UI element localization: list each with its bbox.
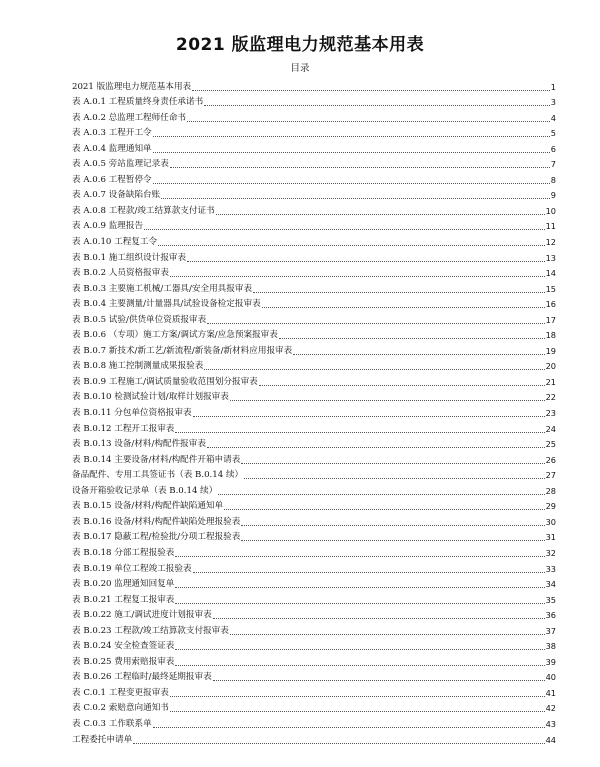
- toc-dot-leader: [161, 198, 550, 199]
- toc-entry-page-number: 42: [545, 703, 556, 714]
- toc-entry[interactable]: [72, 590, 556, 606]
- toc-dot-leader: [192, 90, 550, 91]
- toc-entry-page-number: 7: [550, 159, 556, 170]
- toc-entry-label: 表 A.0.10 工程复工令: [72, 237, 158, 248]
- toc-entry-page-number: 10: [545, 205, 556, 216]
- toc-entry-label: 表 B.0.4 主要测量/计量器具/试验设备检定报审表: [72, 299, 261, 310]
- toc-dot-leader: [204, 369, 544, 370]
- toc-entry[interactable]: [72, 528, 556, 544]
- toc-entry[interactable]: [72, 264, 556, 280]
- toc-entry-page-number: 41: [545, 687, 556, 698]
- toc-entry[interactable]: [72, 139, 556, 155]
- toc-entry-label: 表 B.0.7 新技术/新工艺/新流程/新装备/新材料应用报审表: [72, 345, 293, 356]
- toc-entry-page-number: 36: [545, 610, 556, 621]
- toc-entry-label: 表 B.0.19 单位工程竣工报验表: [72, 563, 192, 574]
- toc-entry-page-number: 20: [545, 361, 556, 372]
- toc-entry[interactable]: [72, 326, 556, 342]
- toc-dot-leader: [293, 354, 544, 355]
- toc-entry-page-number: 15: [545, 283, 556, 294]
- toc-entry-label: 表 B.0.8 施工控制测量成果报验表: [72, 361, 204, 372]
- toc-entry-label: 表 B.0.14 主要设备/材料/构配件开箱申请表: [72, 454, 241, 465]
- toc-dot-leader: [158, 245, 544, 246]
- toc-entry-label: 表 A.0.8 工程款/竣工结算款支付证书: [72, 205, 215, 216]
- toc-dot-leader: [218, 494, 544, 495]
- toc-entry-label: 表 B.0.24 安全检查签证表: [72, 641, 175, 652]
- toc-entry-label: 表 A.0.3 工程开工令: [72, 128, 152, 139]
- toc-entry-page-number: 34: [545, 579, 556, 590]
- toc-entry[interactable]: [72, 279, 556, 295]
- toc-dot-leader: [213, 680, 545, 681]
- toc-entry[interactable]: [72, 652, 556, 668]
- toc-entry-label: 表 C.0.2 索赔意向通知书: [72, 703, 169, 714]
- toc-dot-leader: [133, 743, 544, 744]
- toc-entry[interactable]: [72, 217, 556, 233]
- toc-entry-page-number: 5: [550, 128, 556, 139]
- toc-entry-page-number: 1: [550, 81, 556, 92]
- toc-entry[interactable]: [72, 357, 556, 373]
- toc-entry-page-number: 35: [545, 594, 556, 605]
- toc-dot-leader: [187, 121, 550, 122]
- toc-dot-leader: [175, 587, 544, 588]
- toc-entry-label: 表 B.0.15 设备/材料/构配件缺陷通知单: [72, 501, 224, 512]
- toc-entry[interactable]: [72, 637, 556, 653]
- toc-entry-page-number: 13: [545, 252, 556, 263]
- toc-dot-leader: [224, 509, 544, 510]
- toc-entry[interactable]: [72, 186, 556, 202]
- toc-entry-page-number: 40: [545, 672, 556, 683]
- toc-entry[interactable]: [72, 497, 556, 513]
- toc-entry-label: 表 B.0.21 工程复工报审表: [72, 594, 175, 605]
- toc-entry-page-number: 17: [545, 314, 556, 325]
- toc-entry-page-number: 33: [545, 563, 556, 574]
- toc-entry-label: 表 C.0.3 工作联系单: [72, 718, 152, 729]
- toc-dot-leader: [193, 416, 545, 417]
- toc-entry[interactable]: [72, 77, 556, 93]
- toc-entry-label: 表 A.0.2 总监理工程师任命书: [72, 112, 187, 123]
- toc-entry[interactable]: [72, 683, 556, 699]
- toc-entry[interactable]: [72, 543, 556, 559]
- toc-entry-label: 表 B.0.25 费用索赔报审表: [72, 656, 175, 667]
- toc-entry-page-number: 19: [545, 345, 556, 356]
- toc-entry-page-number: 31: [545, 532, 556, 543]
- toc-dot-leader: [213, 618, 545, 619]
- toc-entry-label: 表 A.0.5 旁站监理记录表: [72, 159, 169, 170]
- toc-dot-leader: [153, 727, 545, 728]
- toc-entry-label: 表 A.0.9 监理报告: [72, 221, 144, 232]
- toc-entry[interactable]: [72, 466, 556, 482]
- toc-dot-leader: [175, 649, 544, 650]
- toc-entry-page-number: 28: [545, 485, 556, 496]
- toc-entry-label: 表 B.0.13 设备/材料/构配件报审表: [72, 439, 206, 450]
- toc-entry[interactable]: [72, 201, 556, 217]
- toc-entry-label: 表 A.0.7 设备缺陷台账: [72, 190, 161, 201]
- toc-dot-leader: [153, 136, 550, 137]
- toc-entry-page-number: 3: [550, 97, 556, 108]
- toc-dot-leader: [207, 447, 545, 448]
- toc-entry-label: 备品配件、专用工具签证书（表 B.0.14 续）: [72, 470, 244, 481]
- toc-entry[interactable]: [72, 621, 556, 637]
- toc-dot-leader: [207, 323, 544, 324]
- toc-dot-leader: [193, 572, 545, 573]
- toc-entry[interactable]: [72, 108, 556, 124]
- toc-entry-page-number: 16: [545, 299, 556, 310]
- toc-dot-leader: [244, 478, 544, 479]
- toc-dot-leader: [170, 276, 545, 277]
- toc-entry-label: 工程委托申请单: [72, 734, 133, 745]
- page-title: 2021 版监理电力规范基本用表: [175, 35, 425, 55]
- toc-dot-leader: [175, 603, 544, 604]
- toc-dot-leader: [175, 432, 544, 433]
- toc-entry-page-number: 23: [545, 408, 556, 419]
- toc-dot-leader: [262, 307, 545, 308]
- toc-entry-page-number: 30: [545, 516, 556, 527]
- toc-entry-page-number: 6: [550, 143, 556, 154]
- toc-entry-page-number: 21: [545, 376, 556, 387]
- toc-entry-label: 表 B.0.3 主要施工机械/工器具/安全用具报审表: [72, 283, 253, 294]
- toc-heading: 目录: [290, 63, 310, 74]
- toc-dot-leader: [170, 696, 545, 697]
- toc-dot-leader: [259, 385, 545, 386]
- toc-entry[interactable]: [72, 388, 556, 404]
- toc-entry[interactable]: [72, 668, 556, 684]
- toc-entry[interactable]: [72, 606, 556, 622]
- toc-entry-page-number: 29: [545, 501, 556, 512]
- toc-entry[interactable]: [72, 93, 556, 109]
- toc-entry-label: 表 B.0.16 设备/材料/构配件缺陷处理报验表: [72, 516, 241, 527]
- toc-entry-page-number: 39: [545, 656, 556, 667]
- toc-entry-label: 表 B.0.22 施工/调试进度计划报审表: [72, 610, 212, 621]
- toc-entry[interactable]: [72, 714, 556, 730]
- toc-dot-leader: [170, 167, 550, 168]
- toc-entry[interactable]: [72, 170, 556, 186]
- toc-entry-page-number: 43: [545, 718, 556, 729]
- toc-entry-page-number: 26: [545, 454, 556, 465]
- toc-entry[interactable]: [72, 403, 556, 419]
- toc-entry[interactable]: [72, 481, 556, 497]
- toc-entry-label: 表 B.0.12 工程开工报审表: [72, 423, 175, 434]
- toc-entry-label: 表 B.0.20 监理通知回复单: [72, 579, 175, 590]
- table-of-contents: [72, 77, 556, 746]
- toc-entry-page-number: 44: [545, 734, 556, 745]
- toc-entry-label: 表 B.0.9 工程施工/调试质量验收范围划分报审表: [72, 376, 258, 387]
- toc-entry-page-number: 8: [550, 174, 556, 185]
- toc-entry[interactable]: [72, 232, 556, 248]
- toc-entry-page-number: 27: [545, 470, 556, 481]
- toc-dot-leader: [279, 338, 545, 339]
- toc-entry-page-number: 11: [545, 221, 556, 232]
- toc-entry[interactable]: [72, 699, 556, 715]
- toc-entry[interactable]: [72, 248, 556, 264]
- toc-dot-leader: [241, 463, 544, 464]
- toc-entry-page-number: 24: [545, 423, 556, 434]
- toc-dot-leader: [144, 229, 545, 230]
- toc-entry-page-number: 14: [545, 268, 556, 279]
- toc-dot-leader: [241, 525, 544, 526]
- toc-entry-label: 表 A.0.6 工程暂停令: [72, 174, 152, 185]
- toc-entry-label: 表 C.0.1 工程变更报审表: [72, 687, 169, 698]
- toc-dot-leader: [153, 183, 550, 184]
- toc-entry[interactable]: [72, 559, 556, 575]
- toc-dot-leader: [253, 292, 545, 293]
- toc-entry-page-number: 4: [550, 112, 556, 123]
- toc-entry-label: 表 B.0.18 分部工程报验表: [72, 547, 175, 558]
- toc-entry-page-number: 38: [545, 641, 556, 652]
- toc-dot-leader: [230, 400, 545, 401]
- toc-dot-leader: [175, 556, 544, 557]
- toc-entry[interactable]: [72, 341, 556, 357]
- toc-entry[interactable]: [72, 155, 556, 171]
- toc-entry-label: 表 B.0.10 检测试验计划/取样计划报审表: [72, 392, 229, 403]
- toc-entry[interactable]: [72, 310, 556, 326]
- toc-entry-label: 表 B.0.23 工程款/竣工结算款支付报审表: [72, 625, 229, 636]
- toc-entry[interactable]: [72, 124, 556, 140]
- toc-entry-label: 表 B.0.2 人员资格报审表: [72, 268, 169, 279]
- toc-entry-label: 表 B.0.17 隐蔽工程/检验批/分项工程报验表: [72, 532, 241, 543]
- toc-dot-leader: [241, 540, 544, 541]
- toc-entry-page-number: 12: [545, 237, 556, 248]
- toc-entry-label: 表 A.0.4 监理通知单: [72, 143, 152, 154]
- toc-entry-page-number: 25: [545, 439, 556, 450]
- toc-dot-leader: [204, 105, 550, 106]
- toc-entry-page-number: 32: [545, 547, 556, 558]
- toc-entry-page-number: 22: [545, 392, 556, 403]
- toc-dot-leader: [170, 711, 545, 712]
- toc-entry-label: 表 A.0.1 工程质量终身责任承诺书: [72, 97, 204, 108]
- toc-entry-label: 表 B.0.5 试验/供货单位资质报审表: [72, 314, 207, 325]
- toc-dot-leader: [175, 665, 544, 666]
- toc-entry[interactable]: [72, 512, 556, 528]
- toc-entry[interactable]: [72, 450, 556, 466]
- toc-entry[interactable]: [72, 295, 556, 311]
- toc-entry-label: 表 B.0.1 施工组织设计报审表: [72, 252, 187, 263]
- toc-dot-leader: [187, 261, 544, 262]
- toc-entry-page-number: 18: [545, 330, 556, 341]
- toc-entry-label: 表 B.0.26 工程临时/最终延期报审表: [72, 672, 212, 683]
- toc-dot-leader: [153, 152, 550, 153]
- toc-entry-label: 表 B.0.11 分包单位资格报审表: [72, 408, 192, 419]
- toc-entry[interactable]: [72, 435, 556, 451]
- toc-entry-label: 2021 版监理电力规范基本用表: [72, 81, 192, 92]
- toc-entry[interactable]: [72, 730, 556, 746]
- toc-entry[interactable]: [72, 419, 556, 435]
- toc-entry-label: 设备开箱验收记录单（表 B.0.14 续）: [72, 485, 218, 496]
- toc-entry-page-number: 9: [550, 190, 556, 201]
- toc-entry[interactable]: [72, 372, 556, 388]
- toc-entry-label: 表 B.0.6 （专项）施工方案/调试方案/应急预案报审表: [72, 330, 278, 341]
- toc-entry[interactable]: [72, 575, 556, 591]
- toc-dot-leader: [216, 214, 545, 215]
- toc-entry-page-number: 37: [545, 625, 556, 636]
- toc-dot-leader: [230, 634, 545, 635]
